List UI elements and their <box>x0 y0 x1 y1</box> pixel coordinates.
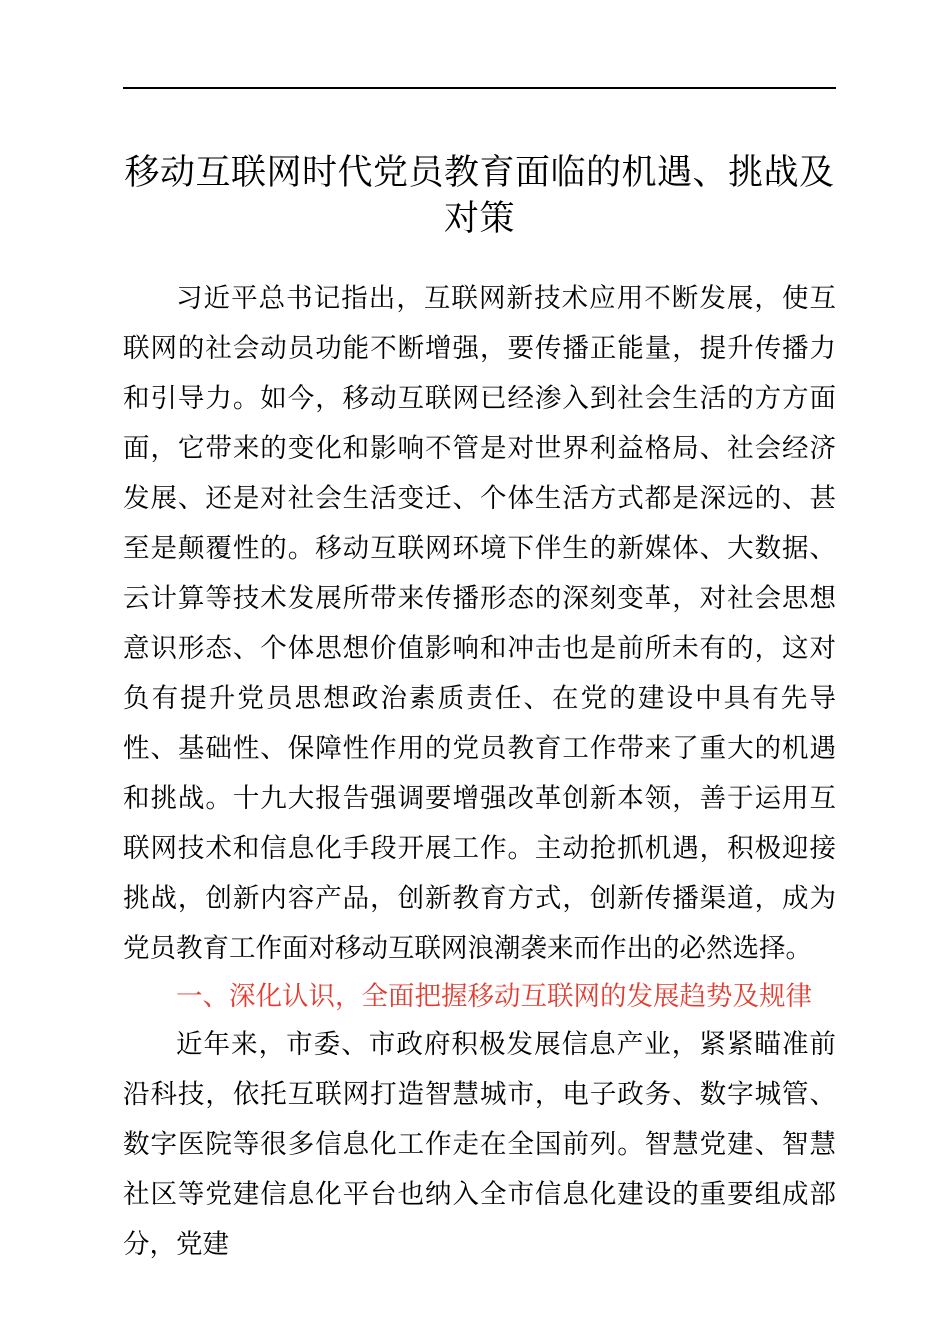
section-heading-1: 一、深化认识，全面把握移动互联网的发展趋势及规律 <box>176 981 812 1012</box>
header-rule <box>123 87 836 89</box>
title-line-1: 移动互联网时代党员教育面临的机遇、挑战及 <box>124 153 835 193</box>
intro-paragraph: 习近平总书记指出，互联网新技术应用不断发展，使互联网的社会动员功能不断增强，要传播正能量，提升传播力和引导力。如今，移动互联网已经渗入到社会生活的方方面面，它带来的变化和影响不管是对世界利益格局、社会经济发展、还是对社会生活变迁、个体生活方式都是深远的、甚至是颠覆性的。移动互联网环境下伴生的新媒体、大数据、云计算等技术发展所带来传播形态的深刻变革，对社会思想意识形态、个体思想价值影响和冲击也是前所未有的，这对负有提升党员思想政治素质责任、在党的建设中具有先导性、基础性、保障性作用的党员教育工作带来了重大的机遇和挑战。十九大报告强调要增强改革创新本领，善于运用互联网技术和信息化手段开展工作。主动抢抓机遇，积极迎接挑战，创新内容产品，创新教育方式，创新传播渠道，成为党员教育工作面对移动互联网浪潮袭来而作出的必然选择。 <box>123 283 836 964</box>
title-line-2: 对策 <box>443 199 515 239</box>
section-1-paragraph: 近年来，市委、市政府积极发展信息产业，紧紧瞄准前沿科技，依托互联网打造智慧城市，电子政务、数字城管、数字医院等很多信息化工作走在全国前列。智慧党建、智慧社区等党建信息化平台也纳入全市信息化建设的重要组成部分，党建 <box>123 1029 836 1260</box>
document-title <box>123 150 836 242</box>
